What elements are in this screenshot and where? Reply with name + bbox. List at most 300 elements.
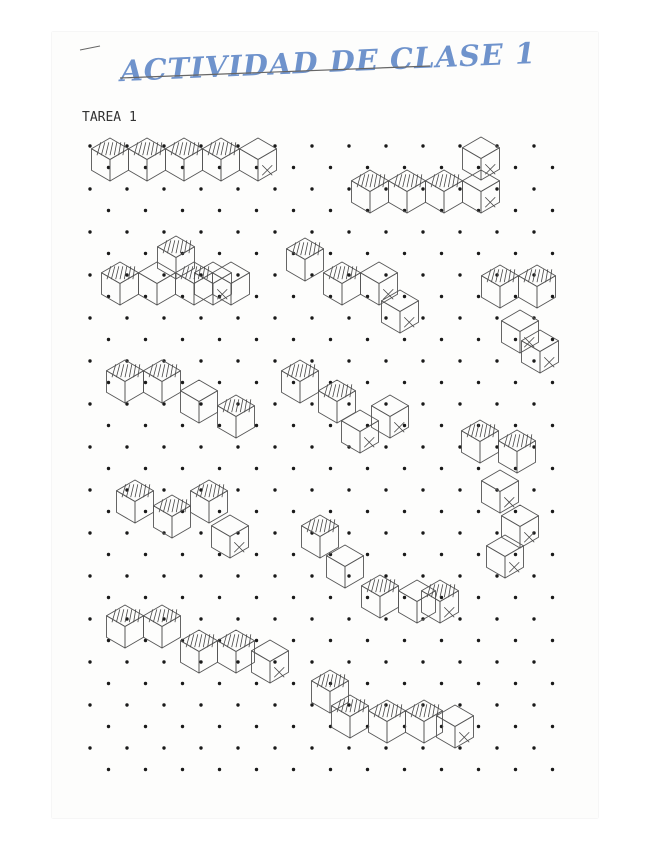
grid-dot <box>514 338 517 341</box>
grid-dot <box>440 467 443 470</box>
grid-dot <box>440 424 443 427</box>
grid-dot <box>440 682 443 685</box>
grid-dot <box>403 467 406 470</box>
grid-dot <box>218 682 221 685</box>
grid-dot <box>88 402 91 405</box>
grid-dot <box>273 617 276 620</box>
grid-dot <box>255 510 258 513</box>
cross-mark <box>262 165 272 175</box>
grid-dot <box>347 144 350 147</box>
sketched-cube <box>218 630 255 673</box>
grid-dot <box>495 230 498 233</box>
grid-dot <box>366 338 369 341</box>
grid-dot <box>384 746 387 749</box>
grid-dot <box>458 660 461 663</box>
grid-dot <box>144 338 147 341</box>
grid-dot <box>199 617 202 620</box>
grid-dot <box>181 553 184 556</box>
grid-dot <box>495 316 498 319</box>
grid-dot <box>88 703 91 706</box>
grid-dot <box>458 359 461 362</box>
grid-dot <box>255 338 258 341</box>
cross-mark <box>459 732 469 742</box>
grid-dot <box>440 252 443 255</box>
grid-dot <box>532 230 535 233</box>
task-label: TAREA 1 <box>82 110 137 125</box>
cross-mark <box>485 164 495 174</box>
grid-dot <box>162 230 165 233</box>
grid-dot <box>199 660 202 663</box>
grid-dot <box>421 402 424 405</box>
grid-dot <box>181 209 184 212</box>
grid-dot <box>384 574 387 577</box>
grid-dot <box>403 424 406 427</box>
grid-dot <box>218 467 221 470</box>
grid-dot <box>421 359 424 362</box>
grid-dot <box>477 338 480 341</box>
grid-dot <box>107 768 110 771</box>
grid-dot <box>347 359 350 362</box>
grid-dot <box>144 209 147 212</box>
grid-dot <box>273 316 276 319</box>
grid-dot <box>384 531 387 534</box>
grid-dot <box>347 531 350 534</box>
sketched-cube <box>282 360 319 403</box>
grid-dot <box>458 316 461 319</box>
grid-dot <box>88 488 91 491</box>
grid-dot <box>88 273 91 276</box>
grid-dot <box>292 596 295 599</box>
sketched-cube <box>502 505 539 548</box>
grid-dot <box>329 596 332 599</box>
grid-dot <box>532 359 535 362</box>
grid-dot <box>384 617 387 620</box>
grid-dot <box>292 553 295 556</box>
grid-dot <box>236 230 239 233</box>
grid-dot <box>514 768 517 771</box>
grid-dot <box>236 617 239 620</box>
grid-dot <box>495 531 498 534</box>
grid-dot <box>144 252 147 255</box>
grid-dot <box>125 187 128 190</box>
grid-dot <box>329 768 332 771</box>
grid-dot <box>551 639 554 642</box>
grid-dot <box>495 703 498 706</box>
grid-dot <box>181 768 184 771</box>
grid-dot <box>384 402 387 405</box>
sketched-cube <box>181 380 218 423</box>
sketched-cube <box>154 495 191 538</box>
grid-dot <box>347 617 350 620</box>
grid-dot <box>255 295 258 298</box>
grid-dot <box>366 553 369 556</box>
grid-dot <box>310 187 313 190</box>
grid-dot <box>440 510 443 513</box>
grid-dot <box>403 553 406 556</box>
grid-dot <box>551 252 554 255</box>
grid-dot <box>236 660 239 663</box>
grid-dot <box>403 596 406 599</box>
grid-dot <box>495 402 498 405</box>
sketched-cube <box>463 137 500 180</box>
grid-dot <box>273 746 276 749</box>
grid-dot <box>273 402 276 405</box>
grid-dot <box>273 187 276 190</box>
grid-dot <box>403 295 406 298</box>
grid-dot <box>421 445 424 448</box>
grid-dot <box>551 596 554 599</box>
grid-dot <box>366 639 369 642</box>
grid-dot <box>125 230 128 233</box>
grid-dot <box>218 725 221 728</box>
grid-dot <box>310 746 313 749</box>
cross-mark <box>509 562 519 572</box>
grid-dot <box>292 768 295 771</box>
grid-dot <box>255 682 258 685</box>
grid-dot <box>329 252 332 255</box>
grid-dot <box>440 553 443 556</box>
grid-dot <box>88 617 91 620</box>
grid-dot <box>532 746 535 749</box>
grid-dot <box>421 660 424 663</box>
grid-dot <box>403 252 406 255</box>
grid-dot <box>144 682 147 685</box>
grid-dot <box>551 467 554 470</box>
grid-dot <box>144 725 147 728</box>
cross-mark <box>504 497 514 507</box>
grid-dot <box>440 768 443 771</box>
grid-dot <box>162 703 165 706</box>
grid-dot <box>514 553 517 556</box>
grid-dot <box>144 553 147 556</box>
sketched-cube <box>158 236 195 279</box>
grid-dot <box>236 703 239 706</box>
grid-dot <box>255 381 258 384</box>
grid-dot <box>403 338 406 341</box>
cross-mark <box>485 197 495 207</box>
grid-dot <box>107 553 110 556</box>
grid-dot <box>458 144 461 147</box>
grid-dot <box>514 424 517 427</box>
grid-dot <box>384 144 387 147</box>
sketched-cube <box>324 262 361 305</box>
grid-dot <box>366 381 369 384</box>
sketched-cube <box>107 605 144 648</box>
grid-dot <box>125 746 128 749</box>
grid-dot <box>107 209 110 212</box>
grid-dot <box>551 510 554 513</box>
grid-dot <box>477 467 480 470</box>
grid-dot <box>514 381 517 384</box>
grid-dot <box>255 553 258 556</box>
grid-dot <box>495 746 498 749</box>
grid-dot <box>88 359 91 362</box>
grid-dot <box>366 682 369 685</box>
grid-dot <box>218 596 221 599</box>
grid-dot <box>273 531 276 534</box>
grid-dot <box>477 682 480 685</box>
grid-dot <box>181 596 184 599</box>
sketched-cube <box>191 480 228 523</box>
grid-dot <box>162 273 165 276</box>
grid-dot <box>236 746 239 749</box>
grid-dot <box>199 316 202 319</box>
grid-dot <box>495 617 498 620</box>
grid-dot <box>477 166 480 169</box>
grid-dot <box>107 725 110 728</box>
grid-dot <box>255 252 258 255</box>
grid-dot <box>347 316 350 319</box>
grid-dot <box>273 230 276 233</box>
grid-dot <box>347 273 350 276</box>
sketched-cube <box>139 262 176 305</box>
grid-dot <box>199 746 202 749</box>
grid-dot <box>440 639 443 642</box>
grid-dot <box>421 746 424 749</box>
grid-dot <box>218 209 221 212</box>
grid-dot <box>273 445 276 448</box>
grid-dot <box>477 252 480 255</box>
grid-dot <box>218 252 221 255</box>
grid-dot <box>477 639 480 642</box>
grid-dot <box>551 381 554 384</box>
grid-dot <box>440 295 443 298</box>
grid-dot <box>88 144 91 147</box>
grid-dot <box>329 424 332 427</box>
sketched-cube <box>372 395 409 438</box>
sketched-cube <box>389 170 426 213</box>
grid-dot <box>477 768 480 771</box>
sketched-cube <box>499 430 536 473</box>
grid-dot <box>477 596 480 599</box>
cross-mark <box>217 289 227 299</box>
grid-dot <box>310 359 313 362</box>
grid-dot <box>329 338 332 341</box>
grid-dot <box>514 682 517 685</box>
sketched-cube <box>102 262 139 305</box>
grid-dot <box>458 617 461 620</box>
grid-dot <box>366 166 369 169</box>
sketched-cube <box>382 290 419 333</box>
grid-dot <box>384 445 387 448</box>
grid-dot <box>273 359 276 362</box>
grid-dot <box>162 574 165 577</box>
grid-dot <box>329 467 332 470</box>
grid-dot <box>329 510 332 513</box>
grid-dot <box>292 381 295 384</box>
grid-dot <box>218 768 221 771</box>
grid-dot <box>477 725 480 728</box>
grid-dot <box>347 574 350 577</box>
grid-dot <box>532 574 535 577</box>
cross-mark <box>383 289 393 299</box>
grid-dot <box>421 273 424 276</box>
cross-mark <box>394 422 404 432</box>
grid-dot <box>88 531 91 534</box>
sketched-cube <box>117 480 154 523</box>
grid-dot <box>347 230 350 233</box>
sketched-cube <box>482 470 519 513</box>
grid-dot <box>551 725 554 728</box>
sketched-cube <box>287 238 324 281</box>
grid-dot <box>366 768 369 771</box>
grid-dot <box>477 553 480 556</box>
grid-dot <box>458 187 461 190</box>
grid-dot <box>218 510 221 513</box>
sketched-cube <box>332 695 369 738</box>
grid-dot <box>273 574 276 577</box>
grid-dot <box>162 316 165 319</box>
grid-dot <box>384 660 387 663</box>
grid-dot <box>273 660 276 663</box>
grid-dot <box>347 187 350 190</box>
grid-dot <box>292 338 295 341</box>
sketched-cube <box>203 138 240 181</box>
grid-dot <box>255 209 258 212</box>
grid-dot <box>236 488 239 491</box>
grid-dot <box>88 187 91 190</box>
grid-dot <box>440 381 443 384</box>
grid-dot <box>199 187 202 190</box>
grid-dot <box>514 166 517 169</box>
grid-dot <box>181 338 184 341</box>
grid-dot <box>162 445 165 448</box>
grid-dot <box>458 574 461 577</box>
grid-dot <box>532 660 535 663</box>
grid-dot <box>403 166 406 169</box>
grid-dot <box>403 639 406 642</box>
grid-dot <box>514 209 517 212</box>
grid-dot <box>477 381 480 384</box>
grid-dot <box>310 660 313 663</box>
cross-mark <box>364 437 374 447</box>
grid-dot <box>551 768 554 771</box>
grid-dot <box>236 316 239 319</box>
grid-dot <box>421 230 424 233</box>
cross-mark <box>444 607 454 617</box>
grid-dot <box>125 445 128 448</box>
grid-dot <box>181 424 184 427</box>
grid-dot <box>421 144 424 147</box>
cross-mark <box>274 667 284 677</box>
grid-dot <box>199 531 202 534</box>
grid-dot <box>514 510 517 513</box>
sketched-cube <box>522 330 559 373</box>
grid-dot <box>88 445 91 448</box>
page-title: ACTIVIDAD DE CLASE 1 <box>119 35 537 89</box>
grid-dot <box>255 596 258 599</box>
grid-dot <box>144 510 147 513</box>
grid-dot <box>458 230 461 233</box>
grid-dot <box>88 230 91 233</box>
grid-dot <box>218 553 221 556</box>
grid-dot <box>551 295 554 298</box>
grid-dot <box>218 338 221 341</box>
grid-dot <box>532 617 535 620</box>
grid-dot <box>458 273 461 276</box>
grid-dot <box>181 467 184 470</box>
grid-dot <box>384 230 387 233</box>
sketched-cube <box>462 420 499 463</box>
sketched-cube <box>319 380 356 423</box>
grid-dot <box>495 359 498 362</box>
grid-dot <box>458 531 461 534</box>
grid-dot <box>310 574 313 577</box>
grid-dot <box>162 660 165 663</box>
grid-dot <box>532 488 535 491</box>
grid-dot <box>477 295 480 298</box>
cross-mark <box>234 542 244 552</box>
grid-dot <box>88 316 91 319</box>
grid-dot <box>236 445 239 448</box>
grid-dot <box>551 209 554 212</box>
grid-dot <box>551 424 554 427</box>
grid-dot <box>144 424 147 427</box>
grid-dot <box>458 703 461 706</box>
grid-dot <box>125 660 128 663</box>
grid-dot <box>199 359 202 362</box>
sketched-cube <box>422 580 459 623</box>
grid-dot <box>162 746 165 749</box>
grid-dot <box>292 209 295 212</box>
grid-dot <box>107 338 110 341</box>
grid-dot <box>551 682 554 685</box>
grid-dot <box>347 488 350 491</box>
sketched-cube <box>129 138 166 181</box>
grid-dot <box>384 187 387 190</box>
sketched-cube <box>369 700 406 743</box>
grid-dot <box>292 510 295 513</box>
grid-dot <box>347 402 350 405</box>
grid-dot <box>144 467 147 470</box>
grid-dot <box>310 230 313 233</box>
grid-dot <box>181 725 184 728</box>
grid-dot <box>236 187 239 190</box>
grid-dot <box>310 703 313 706</box>
grid-dot <box>329 209 332 212</box>
grid-dot <box>366 252 369 255</box>
grid-dot <box>347 660 350 663</box>
sketched-cube <box>426 170 463 213</box>
grid-dot <box>310 445 313 448</box>
grid-dot <box>329 639 332 642</box>
grid-dot <box>273 703 276 706</box>
grid-dot <box>421 316 424 319</box>
grid-dot <box>495 660 498 663</box>
cross-mark <box>544 357 554 367</box>
grid-dot <box>495 574 498 577</box>
grid-dot <box>273 488 276 491</box>
grid-dot <box>310 488 313 491</box>
grid-dot <box>458 488 461 491</box>
grid-dot <box>532 187 535 190</box>
grid-dot <box>199 230 202 233</box>
sketched-cube <box>352 170 389 213</box>
sketched-cube <box>361 262 398 305</box>
grid-dot <box>162 187 165 190</box>
grid-dot <box>292 424 295 427</box>
grid-dot <box>292 166 295 169</box>
grid-dot <box>199 402 202 405</box>
sketched-cube <box>252 640 289 683</box>
grid-dot <box>514 596 517 599</box>
sketched-cube <box>487 535 524 578</box>
grid-dot <box>107 424 110 427</box>
grid-dot <box>292 639 295 642</box>
grid-dot <box>107 467 110 470</box>
grid-dot <box>310 144 313 147</box>
grid-dot <box>514 252 517 255</box>
